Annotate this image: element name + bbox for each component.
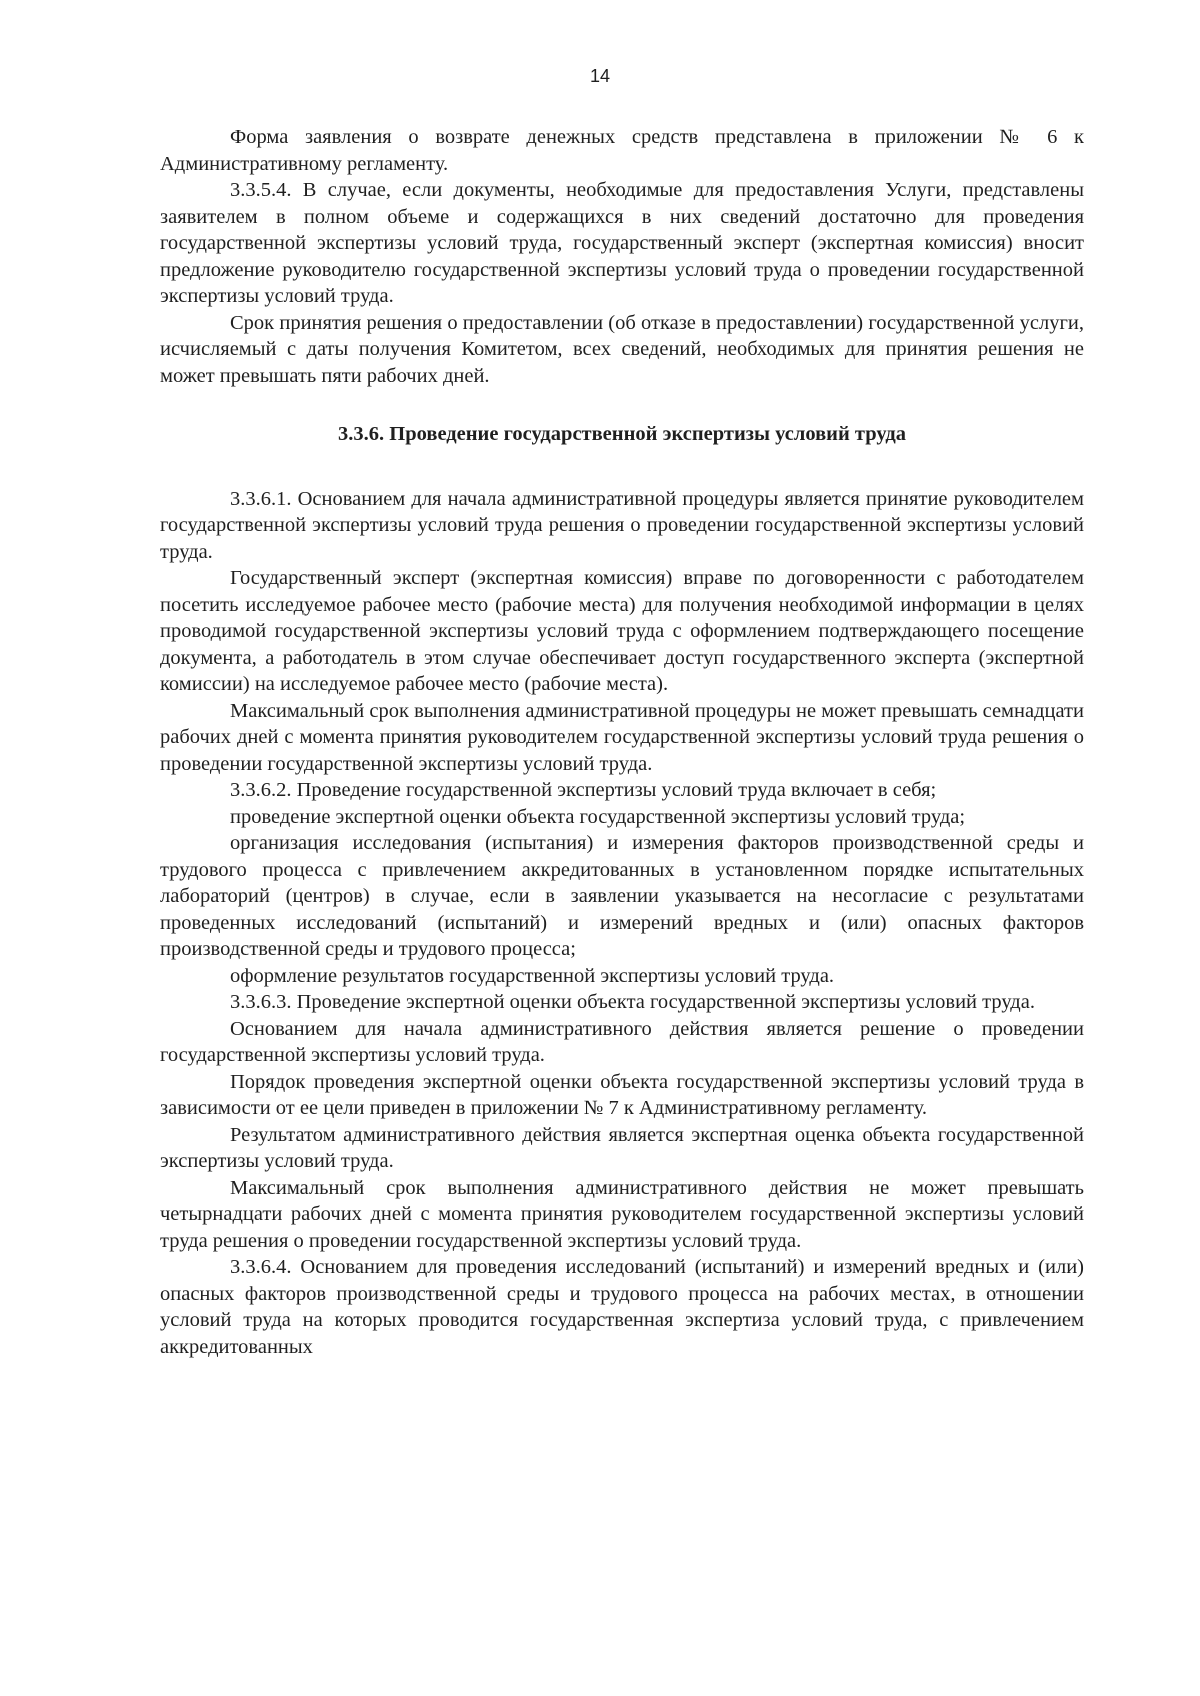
paragraph-decision-deadline: Срок принятия решения о предоставлении (об отказе в предоставлении) государственной услуги, исчисляемый с даты получения Комитетом, всех сведений, необходимых для принятия решения не может превышать пяти рабочих дней. [160, 311, 1084, 387]
paragraph-3-3-6-1: 3.3.6.1. Основанием для начала административной процедуры является принятие руководителем государственной экспертизы условий труда решения о проведении государственной экспертизы условий труда. [160, 487, 1084, 563]
paragraph-3-3-6-4: 3.3.6.4. Основанием для проведения исследований (испытаний) и измерений вредных и (или) опасных факторов производственной среды и трудового процесса на рабочих местах, в отношении условий труда на которых проводится государственная экспертиза условий труда, с привлечением аккредитованных [160, 1256, 1084, 1358]
list-item-research-organization: организация исследования (испытания) и измерения факторов производственной среды и трудового процесса с привлечением аккредитованных в установленном порядке испытательных лабораторий (центров) в случае, если в заявлении указывается на несогласие с результатами проведенных исследований (испытаний) и измерений вредных и (или) опасных факторов производственной среды и трудового процесса; [160, 832, 1084, 960]
paragraph-3-3-6-2: 3.3.6.2. Проведение государственной экспертизы условий труда включает в себя; [230, 779, 937, 801]
paragraph-expert-visit: Государственный эксперт (экспертная комиссия) вправе по договоренности с работодателем посетить исследуемое рабочее место (рабочие места) для получения необходимой информации в целях проводимой государственной экспертизы условий труда с оформлением подтверждающего посещение документа, а работодатель в этом случае обеспечивает доступ государственного эксперта (экспертной комиссии) на исследуемое рабочее место (рабочие места). [160, 567, 1084, 695]
page-number: 14 [589, 66, 611, 86]
paragraph-action-basis: Основанием для начала административного действия является решение о проведении государственной экспертизы условий труда. [160, 1017, 1084, 1066]
paragraph-action-max-term: Максимальный срок выполнения административного действия не может превышать четырнадцати рабочих дней с момента принятия руководителем государственной экспертизы условий труда решения о проведении государственной экспертизы условий труда. [160, 1176, 1084, 1252]
paragraph-3-3-5-4: 3.3.5.4. В случае, если документы, необходимые для предоставления Услуги, представлены заявителем в полном объеме и содержащихся в них сведений достаточно для проведения государственной экспертизы условий труда, государственный эксперт (экспертная комиссия) вносит предложение руководителю государственной экспертизы условий труда о проведении государственной экспертизы условий труда. [160, 179, 1084, 307]
list-item-expert-assessment: проведение экспертной оценки объекта государственной экспертизы условий труда; [230, 805, 966, 828]
section-heading-3-3-6: 3.3.6. Проведение государственной экспертизы условий труда [338, 423, 906, 445]
paragraph-refund-form: Форма заявления о возврате денежных средств представлена в приложении № 6 к Административному регламенту. [160, 126, 1084, 175]
paragraph-assessment-procedure: Порядок проведения экспертной оценки объекта государственной экспертизы условий труда в зависимости от ее цели приведен в приложении № 7 к Административному регламенту. [160, 1070, 1084, 1119]
paragraph-action-result: Результатом административного действия является экспертная оценка объекта государственной экспертизы условий труда. [160, 1123, 1084, 1172]
list-item-results-registration: оформление результатов государственной экспертизы условий труда. [230, 964, 835, 987]
document-body [160, 124, 1084, 1360]
paragraph-3-3-6-3: 3.3.6.3. Проведение экспертной оценки объекта государственной экспертизы условий труда. [230, 991, 1035, 1013]
paragraph-procedure-max-term: Максимальный срок выполнения административной процедуры не может превышать семнадцати рабочих дней с момента принятия руководителем государственной экспертизы условий труда решения о проведении государственной экспертизы условий труда. [160, 699, 1084, 775]
